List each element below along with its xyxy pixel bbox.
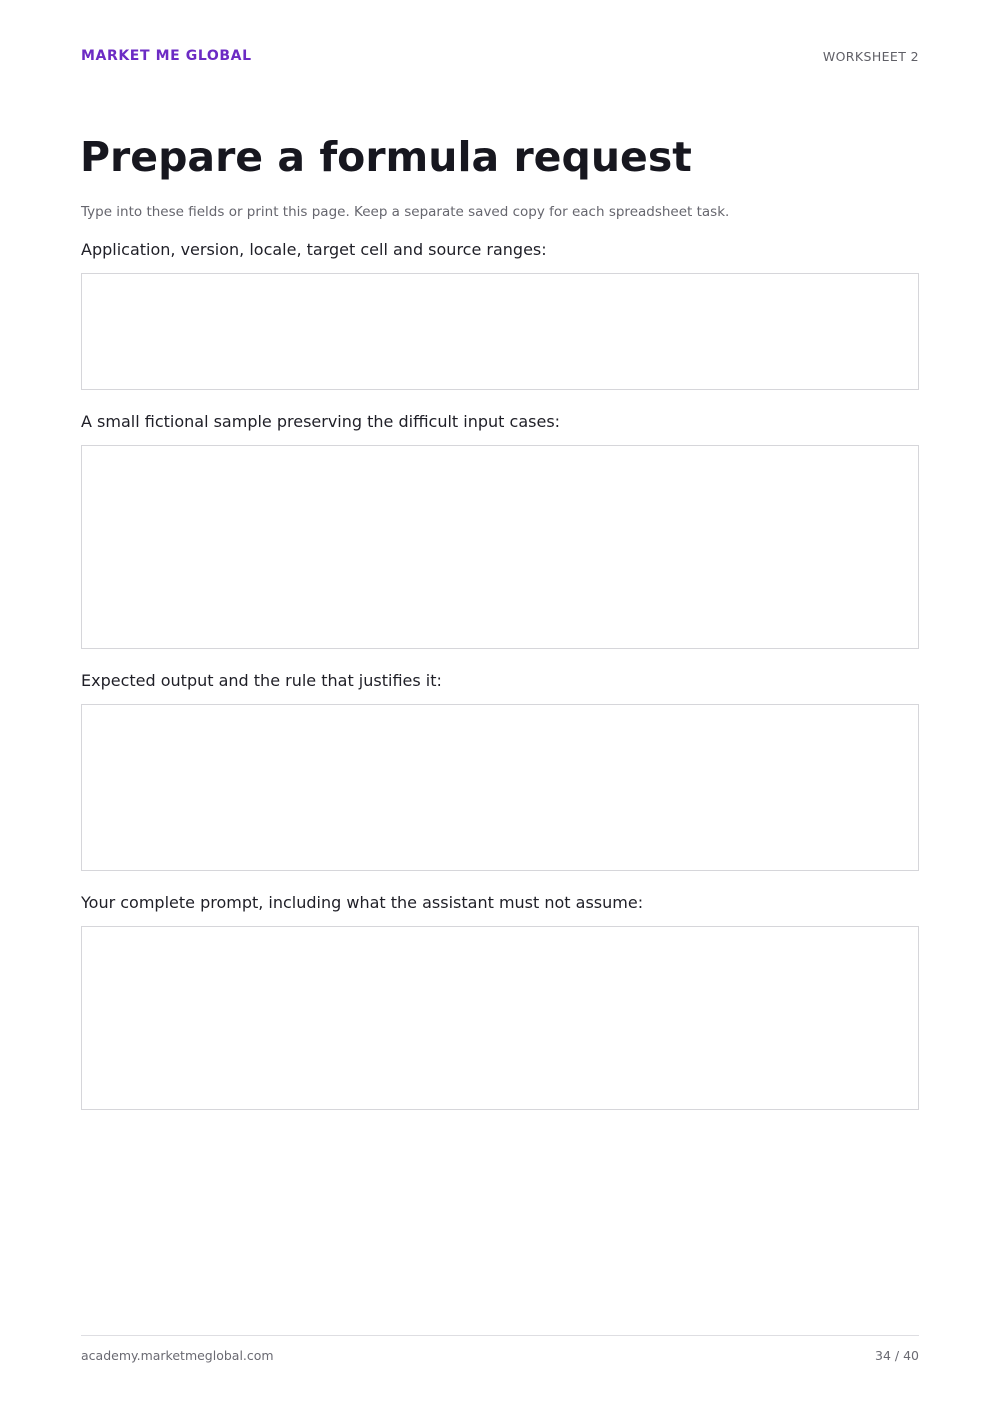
worksheet-label: WORKSHEET 2	[822, 49, 919, 64]
application-details-field[interactable]	[81, 273, 919, 390]
page-number: 34 / 40	[875, 1348, 919, 1363]
intro-text: Type into these fields or print this page. Keep a separate saved copy for each spreadsheet task.	[81, 204, 730, 220]
footer-divider	[81, 1335, 919, 1336]
fictional-sample-field[interactable]	[81, 445, 919, 649]
page-title: Prepare a formula request	[80, 133, 692, 181]
field-label-fictional-sample: A small fictional sample preserving the difficult input cases:	[81, 412, 561, 431]
field-label-expected-output: Expected output and the rule that justifies it:	[81, 671, 442, 690]
field-label-application-details: Application, version, locale, target cell and source ranges:	[81, 240, 547, 259]
expected-output-field[interactable]	[81, 704, 919, 871]
brand-name: MARKET ME GLOBAL	[81, 48, 252, 64]
complete-prompt-field[interactable]	[81, 926, 919, 1110]
footer-site-link: academy.marketmeglobal.com	[81, 1348, 274, 1363]
field-label-complete-prompt: Your complete prompt, including what the assistant must not assume:	[81, 893, 644, 912]
